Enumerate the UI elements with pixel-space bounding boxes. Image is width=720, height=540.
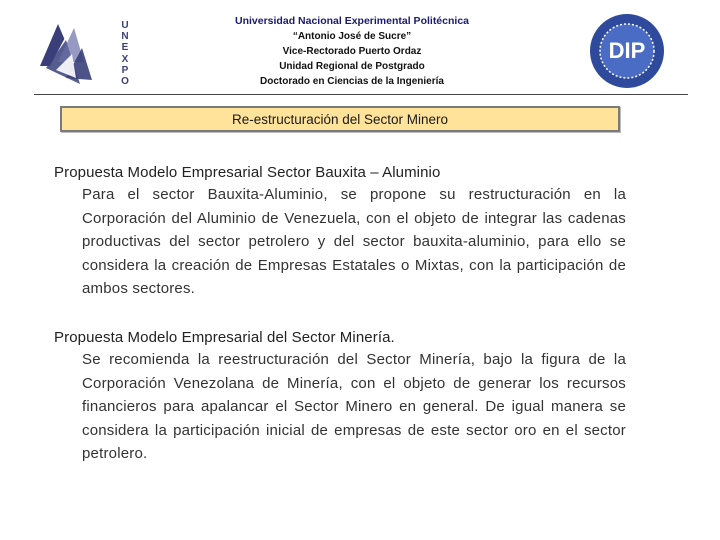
unexpo-letter: U	[121, 20, 129, 31]
doctorate-program: Doctorado en Ciencias de la Ingeniería	[260, 76, 444, 87]
dip-logo-text: DIP	[608, 38, 646, 63]
section-heading: Propuesta Modelo Empresarial del Sector Minería.	[54, 329, 395, 346]
unexpo-letter: X	[121, 53, 129, 65]
honoree-name: “Antonio José de Sucre”	[292, 31, 412, 42]
dip-logo	[588, 12, 666, 90]
unexpo-letter: O	[121, 76, 129, 88]
section-body: Se recomienda la reestructuración del Sector Minería, bajo la figura de la Corporación Venezolana de Minería, con el objeto de generar los recursos financieros para apalancar el Sector Minero en general. De igual manera se considera la participación inicial de empresas de este sector oro en el sector petrolero.	[82, 351, 626, 462]
section-heading: Propuesta Modelo Empresarial Sector Bauxita – Aluminio	[54, 164, 441, 181]
unexpo-logo	[36, 14, 136, 94]
section-bauxite-aluminum	[54, 163, 634, 301]
unexpo-letters	[118, 20, 132, 87]
unexpo-emblem-icon	[36, 18, 116, 90]
postgraduate-unit: Unidad Regional de Postgrado	[279, 61, 425, 72]
section-mining	[54, 328, 634, 466]
section-body: Para el sector Bauxita-Aluminio, se propone su restructuración en la Corporación del Aluminio de Venezuela, con el objeto de integrar las cadenas productivas del sector petrolero y del sector bauxita-aluminio, para ello se considera la creación de Empresas Estatales o Mixtas, con la participación de ambos sectores.	[82, 186, 626, 297]
unexpo-letter: E	[121, 42, 129, 54]
header-divider	[34, 94, 688, 95]
dip-seal-icon	[588, 12, 666, 90]
slide-title: Re-estructuración del Sector Minero	[60, 106, 620, 132]
institution-header	[200, 14, 504, 89]
unexpo-letter: P	[121, 64, 129, 76]
vice-rectorate: Vice-Rectorado Puerto Ordaz	[282, 46, 422, 57]
university-name: Universidad Nacional Experimental Politécnica	[235, 15, 469, 27]
unexpo-letter: N	[121, 31, 129, 43]
